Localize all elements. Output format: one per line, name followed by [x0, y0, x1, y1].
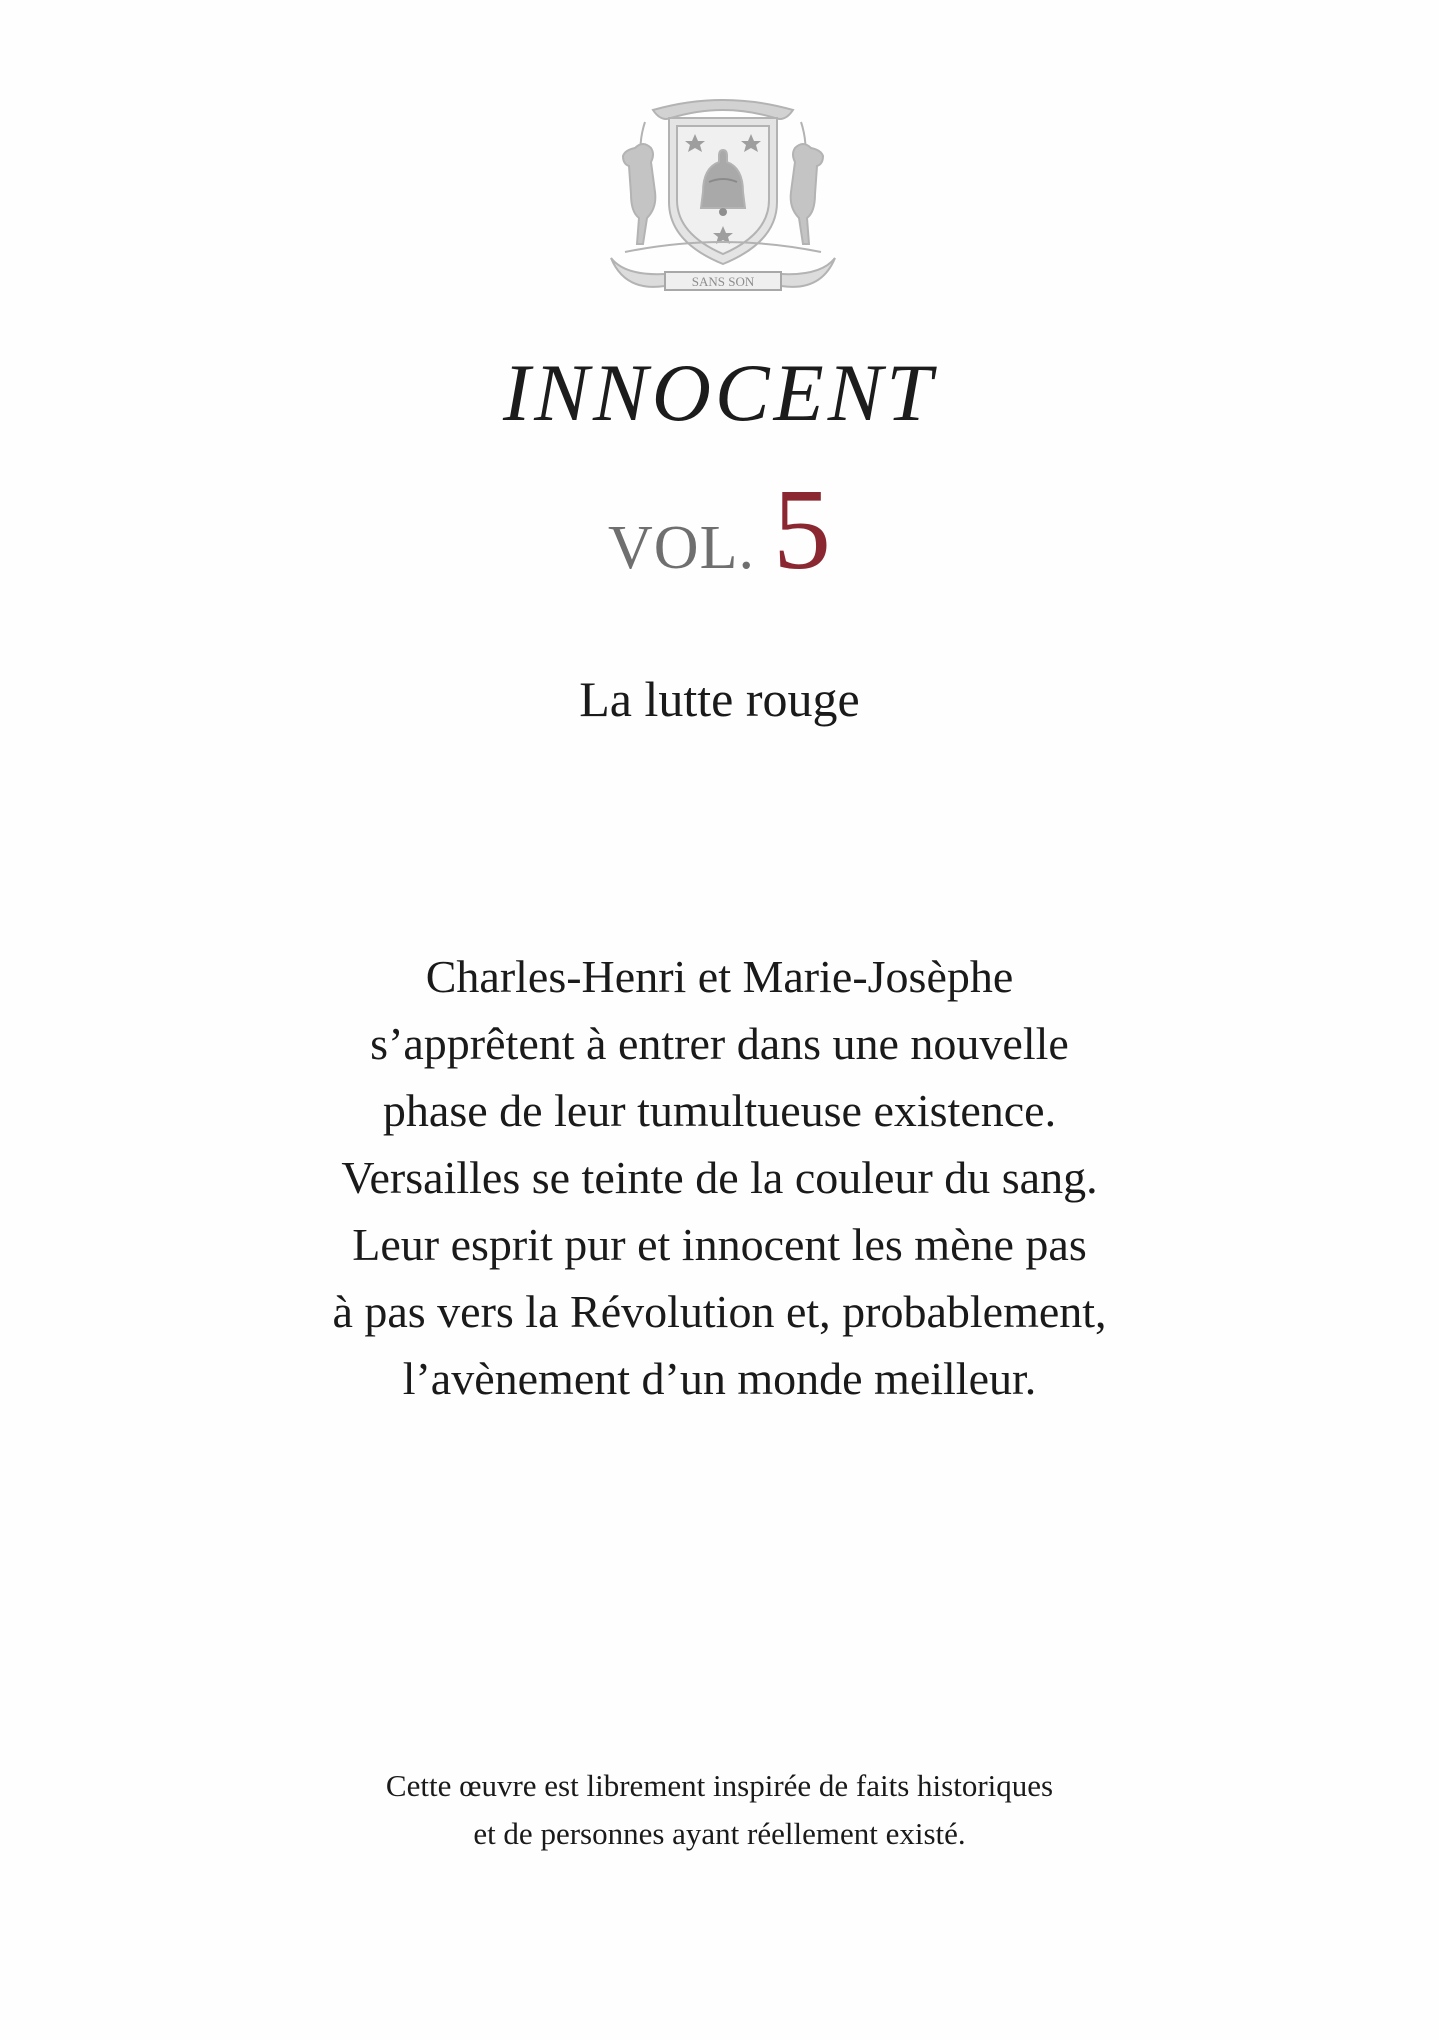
synopsis-line: Leur esprit pur et innocent les mène pas [352, 1219, 1087, 1270]
synopsis-line: Versailles se teinte de la couleur du sang. [341, 1152, 1098, 1203]
crest-motto: SANS SON [691, 274, 755, 289]
synopsis-line: l’avènement d’un monde meilleur. [402, 1353, 1037, 1404]
volume-subtitle: La lutte rouge [579, 671, 860, 727]
synopsis-line: Charles-Henri et Marie-Josèphe [425, 951, 1014, 1002]
disclaimer-line: Cette œuvre est librement inspirée de faits historiques [385, 1768, 1054, 1803]
synopsis [200, 943, 1239, 1412]
synopsis-line: à pas vers la Révolution et, probablement, [332, 1286, 1107, 1337]
disclaimer-line: et de personnes ayant réellement existé. [473, 1816, 966, 1851]
volume-line [0, 466, 1439, 594]
volume-label: VOL. [608, 514, 755, 582]
coat-of-arms-icon [605, 92, 841, 304]
disclaimer [200, 1762, 1239, 1858]
synopsis-line: s’apprêtent à entrer dans une nouvelle [370, 1018, 1069, 1069]
volume-number: 5 [772, 466, 831, 594]
book-title: INNOCENT [503, 347, 936, 438]
synopsis-line: phase de leur tumultueuse existence. [382, 1085, 1057, 1136]
